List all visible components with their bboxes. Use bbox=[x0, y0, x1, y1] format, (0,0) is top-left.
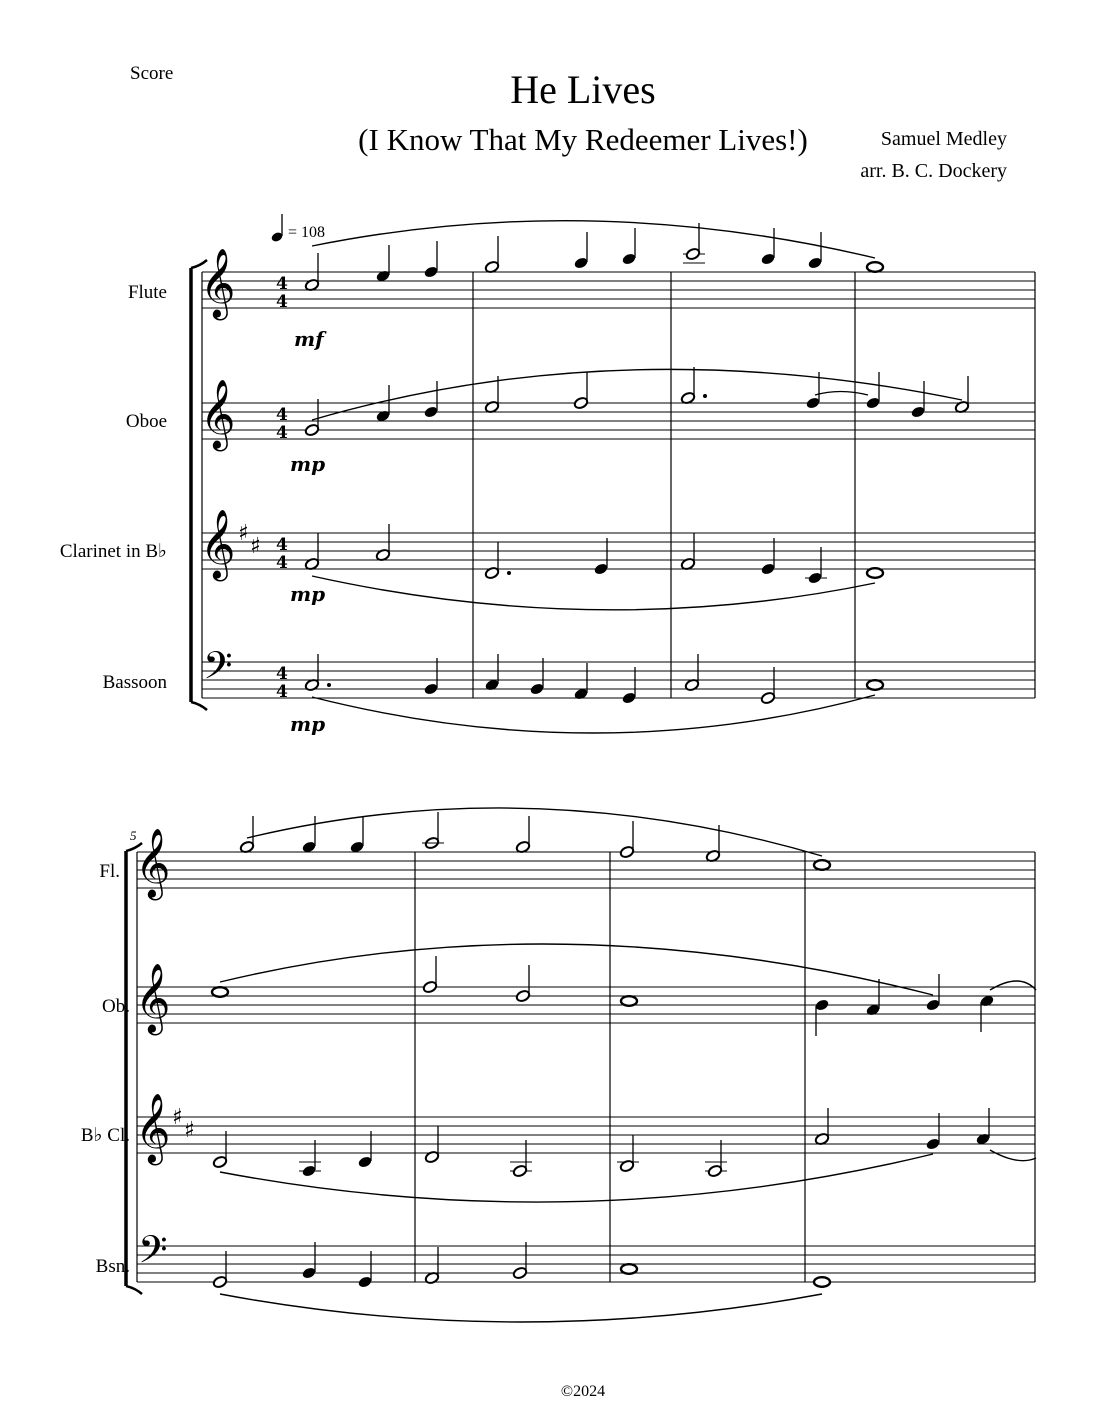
clefs bbox=[200, 248, 235, 697]
treble-clef-icon: 𝄞 bbox=[200, 248, 236, 318]
dynamics-system-1 bbox=[290, 327, 327, 736]
barlines bbox=[415, 852, 1035, 1282]
dynamic-bassoon: mp bbox=[290, 712, 326, 736]
score-label: Score bbox=[130, 63, 174, 84]
tempo-text: = 108 bbox=[288, 224, 326, 241]
treble-clef-icon: 𝄞 bbox=[135, 1093, 171, 1163]
bass-clef-icon: 𝄢 bbox=[203, 643, 233, 697]
piece-title: He Lives bbox=[510, 67, 656, 112]
bass-clef-icon: 𝄢 bbox=[138, 1227, 168, 1281]
tempo-marking bbox=[270, 214, 325, 243]
treble-clef-icon: 𝄞 bbox=[200, 379, 236, 449]
measure-number: 5 bbox=[130, 828, 137, 843]
svg-text:4: 4 bbox=[276, 423, 288, 443]
treble-clef-icon: 𝄞 bbox=[200, 509, 236, 579]
instrument-abbr-bassoon: Bsn. bbox=[95, 1256, 130, 1277]
instrument-abbr-flute: Fl. bbox=[99, 861, 120, 882]
dynamic-oboe: mp bbox=[290, 452, 326, 476]
barlines bbox=[473, 272, 1035, 698]
instrument-name-clarinet: Clarinet in B♭ bbox=[59, 541, 167, 562]
clarinet-notes-system-2 bbox=[212, 1108, 1036, 1202]
staff-lines bbox=[137, 852, 1035, 1282]
bassoon-notes-system-1 bbox=[304, 654, 883, 733]
key-signature-sharps bbox=[172, 1105, 195, 1143]
composer-credit: Samuel Medley bbox=[880, 128, 1007, 150]
svg-text:4: 4 bbox=[276, 405, 288, 425]
instrument-abbr-clarinet: B♭ Cl. bbox=[80, 1125, 130, 1146]
svg-text:♯: ♯ bbox=[172, 1105, 183, 1130]
instrument-abbr-oboe: Ob. bbox=[102, 996, 130, 1017]
arranger-credit: arr. B. C. Dockery bbox=[860, 160, 1007, 182]
oboe-notes-system-1 bbox=[304, 367, 970, 437]
clarinet-notes-system-1 bbox=[304, 524, 883, 610]
staff-lines bbox=[202, 272, 1035, 698]
treble-clef-icon: 𝄞 bbox=[135, 963, 171, 1033]
time-signatures bbox=[276, 274, 288, 702]
clefs bbox=[135, 828, 170, 1281]
svg-text:4: 4 bbox=[276, 274, 288, 294]
svg-text:♯: ♯ bbox=[250, 534, 261, 559]
dynamic-clarinet: mp bbox=[290, 582, 326, 606]
svg-text:4: 4 bbox=[276, 292, 288, 312]
instrument-name-flute: Flute bbox=[127, 282, 167, 303]
piece-subtitle: (I Know That My Redeemer Lives!) bbox=[358, 122, 808, 157]
treble-clef-icon: 𝄞 bbox=[135, 828, 171, 898]
key-signature-sharps bbox=[238, 521, 261, 559]
svg-text:4: 4 bbox=[276, 553, 288, 573]
svg-text:♯: ♯ bbox=[184, 1118, 195, 1143]
svg-text:4: 4 bbox=[276, 682, 288, 702]
oboe-notes-system-2 bbox=[212, 944, 1036, 1036]
instrument-name-oboe: Oboe bbox=[125, 411, 167, 432]
svg-text:4: 4 bbox=[276, 664, 288, 684]
copyright-notice: ©2024 bbox=[560, 1383, 606, 1400]
svg-text:4: 4 bbox=[276, 535, 288, 555]
svg-text:♯: ♯ bbox=[238, 521, 249, 546]
dynamic-flute: mf bbox=[294, 327, 324, 351]
instrument-name-bassoon: Bassoon bbox=[102, 672, 167, 693]
